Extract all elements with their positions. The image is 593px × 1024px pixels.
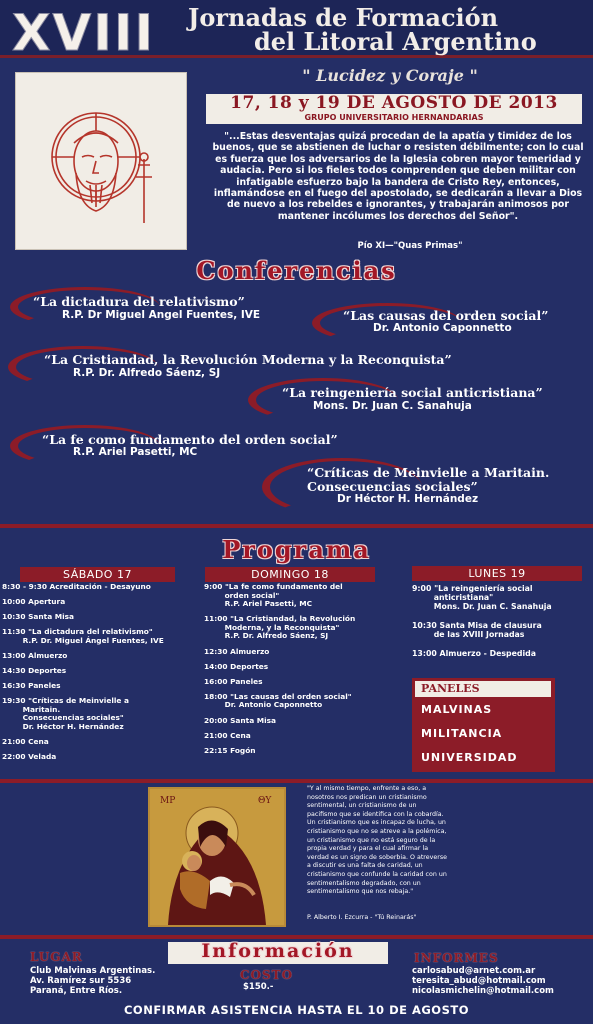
conference-title: Consecuencias sociales” — [307, 479, 478, 494]
conference-speaker: R.P. Ariel Pasetti, MC — [73, 446, 198, 458]
christ-king-illustration — [15, 72, 187, 250]
conference-title: “Las causas del orden social” — [343, 308, 549, 323]
schedule-monday — [412, 584, 592, 665]
conference-speaker: R.P. Dr. Alfredo Sáenz, SJ — [73, 367, 221, 379]
email-link[interactable]: carlosabud@arnet.com.ar — [412, 966, 536, 976]
informacion-heading: Información — [201, 940, 355, 962]
roman-numeral: XVIII — [12, 4, 156, 62]
schedule-item: 13:00 Almuerzo - Despedida — [412, 649, 536, 658]
schedule-item: 13:00 Almuerzo — [2, 650, 68, 660]
page-title-line1: Jornadas de Formación — [188, 3, 499, 32]
schedule-item: 16:30 Paneles — [2, 681, 61, 691]
panel-item: UNIVERSIDAD — [421, 751, 518, 764]
section-divider — [0, 524, 593, 528]
conference-title: “La Cristiandad, la Revolución Moderna y la Reconquista” — [44, 352, 452, 367]
informes-label: INFORMES — [414, 951, 499, 965]
schedule-item: 22:15 Fogón — [204, 745, 256, 755]
quas-primas-quote: "...Estas desventajas quizá procedan de la apatía y timidez de los buenos, que se abstienen de luchar o resisten débilmente; con lo cual es fuerza que los adversarios de la Iglesia cobren mayor temeridad y audacia. Pero si los fieles todos comprenden que deben militar con infatigable esfuerzo bajo la bandera de Cristo Rey, entonces, inflamándose en el fuego del apostolado, se dedicarán a llevar a Dios de nuevo a los rebeldes e ignorantes, y trabajarán animosos por mantener incólumes los derechos del Señor". — [212, 131, 584, 222]
schedule-item: 14:00 Deportes — [204, 661, 269, 671]
quote-source: Pío XI—"Quas Primas" — [357, 241, 463, 251]
costo-label: COSTO — [240, 968, 294, 982]
schedule-item: 18:00 "Las causas del orden social" Dr. Antonio Caponnetto — [204, 691, 352, 710]
motto: " Lucidez y Coraje " — [302, 66, 478, 85]
informes-emails — [412, 966, 554, 996]
event-dates: 17, 18 y 19 DE AGOSTO DE 2013 — [230, 93, 558, 113]
svg-text:MP: MP — [160, 796, 176, 806]
address-line: Club Malvinas Argentinas. — [30, 966, 156, 976]
conference-title: “La fe como fundamento del orden social” — [42, 432, 338, 447]
conference-title: “La dictadura del relativismo” — [33, 294, 245, 309]
event-venue: GRUPO UNIVERSITARIO HERNANDARIAS — [304, 113, 484, 122]
schedule-item: 21:00 Cena — [2, 737, 49, 747]
virgin-icon-image — [148, 787, 286, 927]
email-link[interactable]: teresita_abud@hotmail.com — [412, 976, 546, 986]
schedule-saturday — [2, 583, 200, 768]
schedule-item: 16:00 Paneles — [204, 676, 263, 686]
page-title-line2: del Litoral Argentino — [254, 27, 537, 56]
schedule-item: 11:30 "La dictadura del relativismo" R.P. Dr. Miguel Ángel Fuentes, IVE — [2, 627, 164, 645]
address-line: Av. Ramírez sur 5536 — [30, 976, 132, 986]
schedule-item: 9:00 "La fe como fundamento del orden social" R.P. Ariel Pasetti, MC — [204, 582, 343, 609]
conference-speaker: Dr Héctor H. Hernández — [337, 493, 479, 505]
paneles-heading: PANELES — [415, 681, 551, 697]
schedule-item: 10:30 Santa Misa — [2, 612, 75, 622]
panel-item: MILITANCIA — [421, 727, 503, 740]
email-link[interactable]: nicolasmichelin@hotmail.com — [412, 986, 554, 996]
ezcurra-quote: "Y al mismo tiempo, enfrente a eso, a nosotros nos predican un cristianismo sentimental, un cristianismo de un pacifismo que se identifica con la cobardía. Un cristianismo que es incapaz de lucha, un cristianismo que no se atreve a la polémica, un cristianismo que no está seguro de la propia verdad y para el cual afirmar la verdad es un signo de soberbia. O atreverse a discutir es una falta de caridad, un cristianismo que confunde la caridad con un sentimentalismo degradado, con un sentimentalismo que nos rebaja." — [307, 785, 447, 896]
day-header-monday: LUNES 19 — [412, 566, 582, 581]
conference-speaker: R.P. Dr Miguel Angel Fuentes, IVE — [62, 309, 261, 321]
schedule-item: 10:30 Santa Misa de clausura de las XVIII Jornadas — [412, 621, 542, 639]
lugar-address — [30, 966, 155, 996]
schedule-item: 12:30 Almuerzo — [204, 646, 270, 656]
programa-heading: Programa — [222, 535, 371, 564]
schedule-item: 11:00 "La Cristiandad, la Revolución Moderna, y la Reconquista" R.P. Dr. Alfredo Sáenz, SJ — [204, 614, 356, 641]
schedule-item: 21:00 Cena — [204, 730, 251, 740]
ezcurra-source: P. Alberto I. Ezcurra - "Tú Reinarás" — [307, 914, 417, 921]
section-divider — [0, 779, 593, 783]
conference-title: “Críticas de Meinvielle a Maritain. — [307, 465, 550, 480]
svg-text:ΘΥ: ΘΥ — [258, 796, 272, 806]
schedule-item: 10:00 Apertura — [2, 597, 66, 607]
section-divider — [0, 935, 593, 939]
schedule-item: 8:30 - 9:30 Acreditación - Desayuno — [2, 582, 151, 591]
schedule-item: 22:00 Velada — [2, 752, 57, 762]
schedule-item: 20:00 Santa Misa — [204, 715, 277, 725]
costo-value: $150.- — [243, 982, 274, 992]
address-line: Paraná, Entre Ríos. — [30, 986, 123, 996]
conference-title: “La reingeniería social anticristiana” — [282, 385, 543, 400]
schedule-item: 19:30 "Críticas de Meinvielle a Maritain. Consecuencias sociales" Dr. Héctor H. Hernández — [2, 696, 129, 732]
schedule-sunday — [204, 583, 409, 762]
confirm-attendance: CONFIRMAR ASISTENCIA HASTA EL 10 DE AGOSTO — [123, 1003, 469, 1017]
conferencias-heading: Conferencias — [196, 256, 397, 285]
panel-item: MALVINAS — [421, 703, 493, 716]
conference-speaker: Mons. Dr. Juan C. Sanahuja — [313, 400, 472, 412]
day-header-saturday: SÁBADO 17 — [20, 567, 175, 582]
lugar-label: LUGAR — [30, 950, 83, 964]
schedule-item: 9:00 "La reingeniería social anticristiana" Mons. Dr. Juan C. Sanahuja — [412, 584, 552, 611]
conference-speaker: Dr. Antonio Caponnetto — [373, 322, 512, 334]
day-header-sunday: DOMINGO 18 — [205, 567, 375, 582]
schedule-item: 14:30 Deportes — [2, 666, 67, 676]
